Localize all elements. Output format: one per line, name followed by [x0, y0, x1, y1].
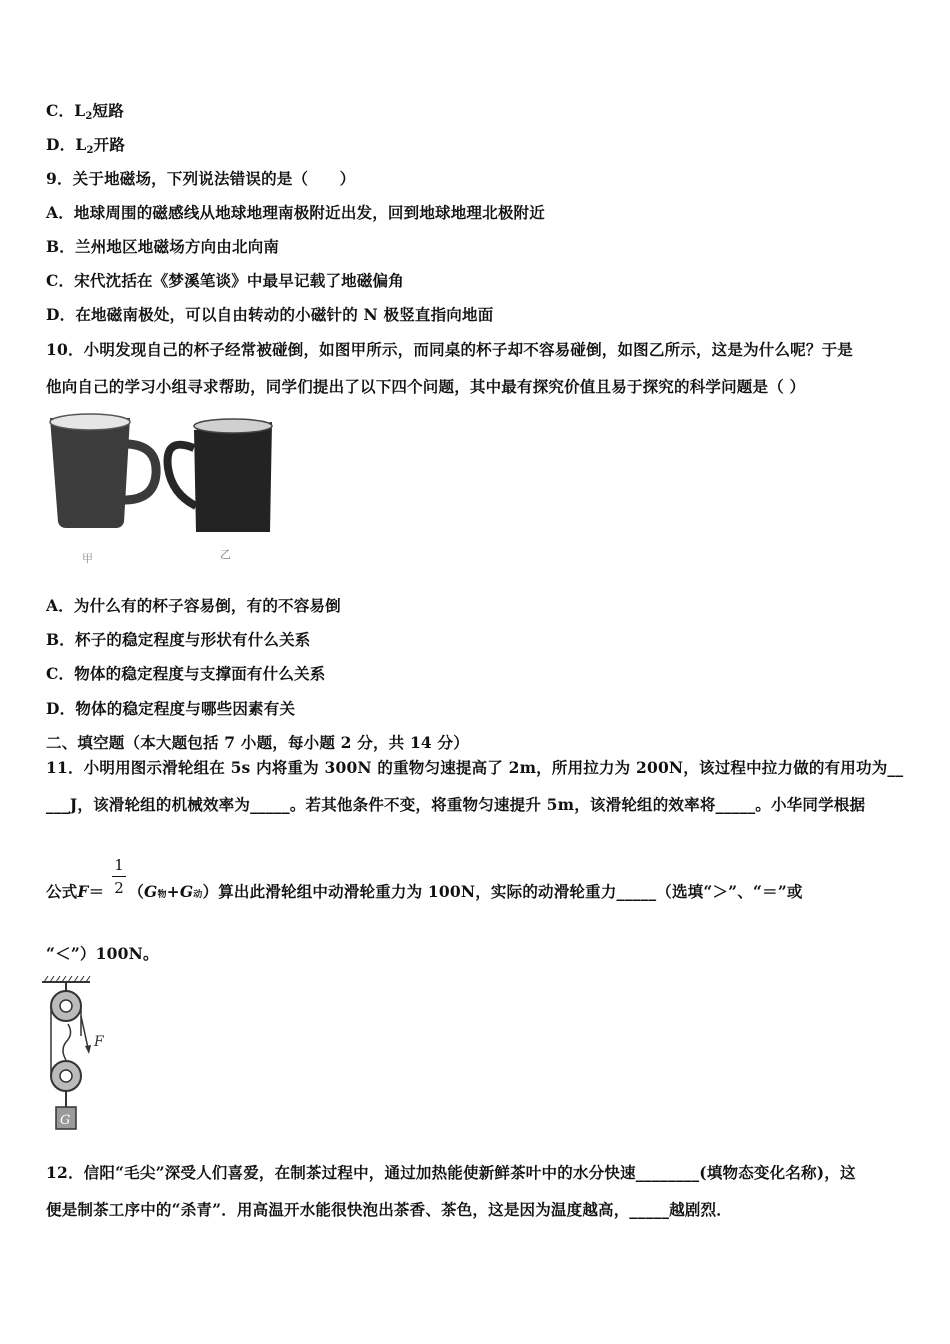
pulley-figure: [38, 976, 118, 1136]
q12-line1: 12．信阳“毛尖”深受人们喜爱，在制茶过程中，通过加热能使新鲜茶叶中的水分快速________(填物态变化名称)，这: [46, 1163, 856, 1182]
q12-line2: 便是制茶工序中的“杀青”．用高温开水能很快泡出茶香、茶色，这是因为温度越高，_____越剧烈．: [46, 1200, 732, 1219]
cup-jia-image: [50, 414, 156, 528]
cup-yi-image: [168, 419, 272, 532]
q11-formula-line: 公式F＝ （G物+G动）算出此滑轮组中动滑轮重力为 100N，实际的动滑轮重力_____（选填“＞”、“＝”或: [46, 882, 803, 901]
q9-option-a: A．地球周围的磁感线从地球地理南极附近出发，回到地球地理北极附近: [46, 203, 545, 222]
section-heading: 二、填空题（本大题包括 7 小题，每小题 2 分，共 14 分）: [46, 733, 469, 752]
q10-option-c: C．物体的稳定程度与支撑面有什么关系: [46, 664, 326, 683]
q8-option-d: D．$L_2$开路: [46, 135, 126, 156]
cup-yi-label: 乙: [220, 548, 231, 561]
q9-stem: 9．关于地磁场，下列说法错误的是（ ）: [46, 169, 356, 188]
weight-label: G: [60, 1113, 71, 1128]
q8-option-c: C．$L_2$短路: [46, 101, 124, 122]
q10-stem-line1: 10．小明发现自己的杯子经常被碰倒，如图甲所示，而同桌的杯子却不容易碰倒，如图乙所示，这是为什么呢？于是: [46, 340, 853, 359]
cups-figure: [44, 410, 284, 570]
q9-option-c: C．宋代沈括在《梦溪笔谈》中最早记载了地磁偏角: [46, 271, 404, 290]
q10-option-b: B．杯子的稳定程度与形状有什么关系: [46, 630, 311, 649]
q11-line4: “＜”）100N。: [46, 944, 159, 963]
fraction-denominator: 2: [114, 879, 124, 897]
force-label: F: [94, 1034, 104, 1050]
q11-line2: ___J，该滑轮组的机械效率为_____。若其他条件不变，将重物匀速提升 5m，该滑轮组的效率将_____。小华同学根据: [46, 795, 866, 814]
q9-option-d: D．在地磁南极处，可以自由转动的小磁针的 N 极竖直指向地面: [46, 305, 494, 324]
q10-stem-line2: 他向自己的学习小组寻求帮助，同学们提出了以下四个问题，其中最有探究价值且易于探究的科学问题是（ ）: [46, 377, 806, 396]
cup-jia-label: 甲: [82, 552, 93, 565]
q11-line1: 11．小明用图示滑轮组在 5s 内将重为 300N 的重物匀速提高了 2m，所用拉力为 200N，该过程中拉力做的有用功为__: [46, 758, 904, 777]
q9-option-b: B．兰州地区地磁场方向由北向南: [46, 237, 280, 256]
q10-option-d: D．物体的稳定程度与哪些因素有关: [46, 699, 296, 718]
q10-option-a: A．为什么有的杯子容易倒，有的不容易倒: [46, 596, 341, 615]
fraction-numerator: 1: [114, 856, 124, 874]
